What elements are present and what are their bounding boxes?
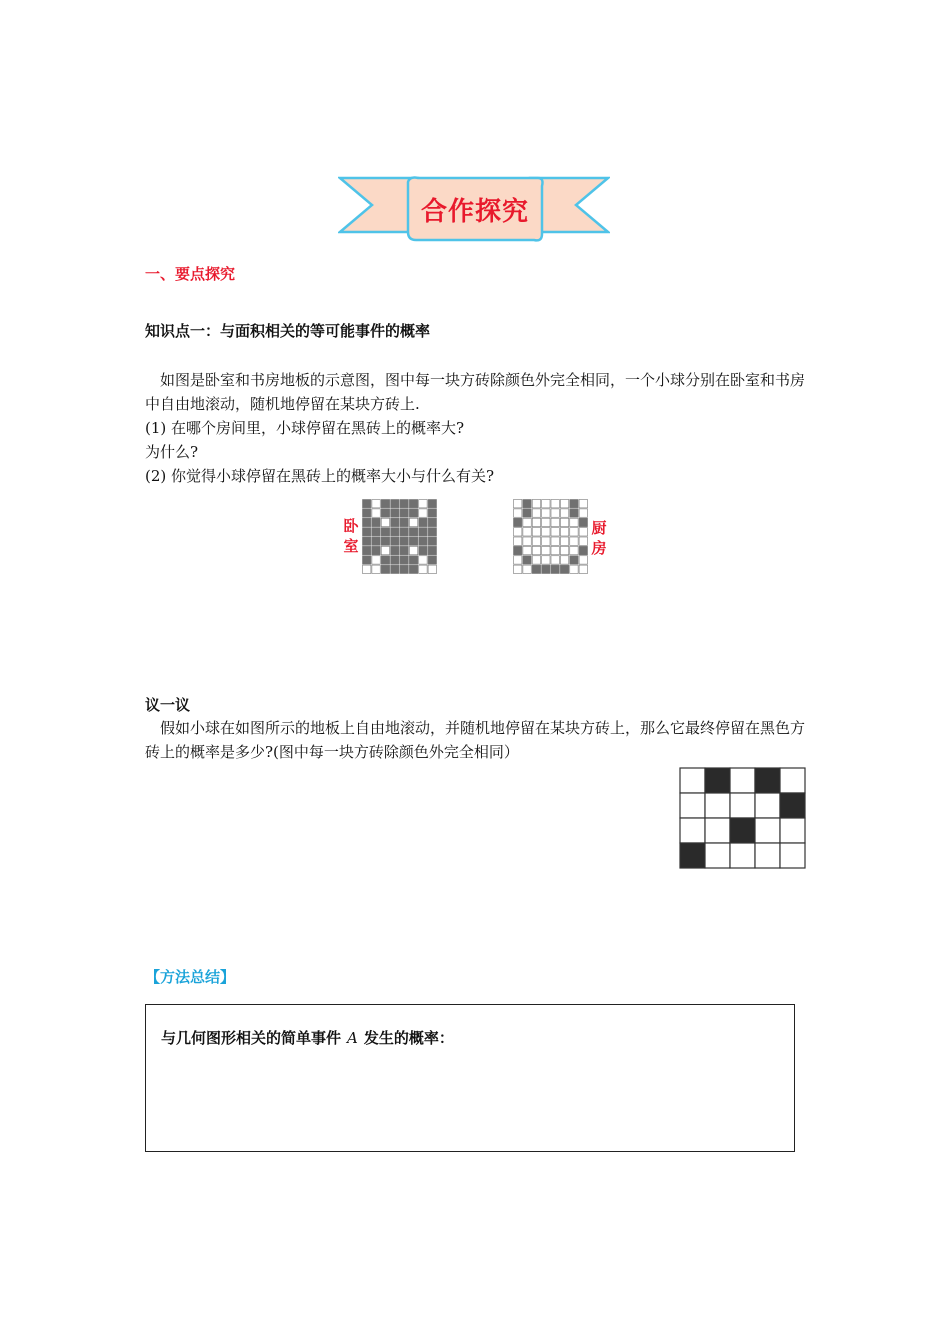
bedroom-tile [419,546,427,554]
study-tile [542,528,550,536]
study-tile [551,546,559,554]
knowledge-point-title: 知识点一：与面积相关的等可能事件的概率 [145,322,431,340]
bedroom-tile [372,565,380,573]
bedroom-tile [409,518,417,526]
section-title: 一、要点探究 [145,265,236,283]
bedroom-tile [400,565,408,573]
bedroom-tile [363,556,371,564]
study-tile [579,509,587,517]
problem-intro: 如图是卧室和书房地板的示意图，图中每一块方砖除颜色外完全相同，一个小球分别在卧室和书房中自由地滚动，随机地停留在某块方砖上. [145,371,806,413]
method-summary-title: 【方法总结】 [145,968,236,986]
study-tile [532,518,540,526]
study-tile [514,565,522,573]
study-tile [551,556,559,564]
study-tile [560,518,568,526]
bedroom-tile [372,509,380,517]
study-tile [551,500,559,508]
study-tile [570,500,578,508]
study-tile [514,509,522,517]
white-tile [755,843,780,868]
bedroom-tile [363,537,371,545]
study-tile [514,500,522,508]
bedroom-tile [372,546,380,554]
study-tile [551,565,559,573]
study-tile [570,528,578,536]
bedroom-label: 卧室 [343,517,359,555]
study-tile [560,556,568,564]
white-tile [730,843,755,868]
banner-title: 合作探究 [420,196,529,227]
summary-prefix: 与几何图形相关的简单事件 [161,1029,342,1047]
white-tile [730,768,755,793]
bedroom-tile [372,556,380,564]
banner-left-tail [340,178,418,232]
bedroom-tile [419,528,427,536]
study-tile [523,509,531,517]
bedroom-tile [372,518,380,526]
study-tile [532,500,540,508]
study-tile [542,565,550,573]
study-tile [523,546,531,554]
discuss-text: 假如小球在如图所示的地板上自由地滚动，并随机地停留在某块方砖上，那么它最终停留在黑色方砖上的概率是多少?(图中每一块方砖除颜色外完全相同） [145,719,806,761]
bedroom-tile [428,565,436,573]
white-tile [780,818,805,843]
study-tile [579,518,587,526]
white-tile [680,768,705,793]
floor-tile-grid [679,767,807,870]
white-tile [705,843,730,868]
black-tile [730,818,755,843]
bedroom-tile [428,528,436,536]
bedroom-tile [391,500,399,508]
bedroom-tile [381,500,389,508]
study-tile [523,537,531,545]
bedroom-tile [400,518,408,526]
bedroom-tile [372,528,380,536]
question-2: (2) 你觉得小球停留在黑砖上的概率大小与什么有关? [145,467,495,485]
study-tile [570,509,578,517]
bedroom-tile [428,500,436,508]
study-tile [570,556,578,564]
bedroom-tile [363,509,371,517]
bedroom-tile [428,556,436,564]
study-tile [551,528,559,536]
bedroom-tile [381,565,389,573]
bedroom-tile [381,537,389,545]
black-tile [705,768,730,793]
bedroom-tile [419,518,427,526]
white-tile [780,843,805,868]
summary-suffix: 发生的概率： [363,1029,454,1047]
bedroom-tile [391,556,399,564]
bedroom-tile [381,556,389,564]
study-tile [560,537,568,545]
study-tile [579,500,587,508]
summary-text [161,1027,454,1048]
study-tile [560,565,568,573]
study-tile [532,556,540,564]
bedroom-tile [419,556,427,564]
bedroom-tile [400,500,408,508]
study-tile [542,500,550,508]
study-tile [570,546,578,554]
study-tile [523,518,531,526]
bedroom-tile [381,518,389,526]
bedroom-tile [363,565,371,573]
study-tile [514,518,522,526]
white-tile [755,793,780,818]
study-tile [551,518,559,526]
discuss-title: 议一议 [145,696,191,714]
question-1-why: 为什么? [145,443,199,461]
bedroom-tile [400,537,408,545]
white-tile [705,818,730,843]
bedroom-tile [363,546,371,554]
bedroom-tile [409,509,417,517]
bedroom-tile [400,528,408,536]
bedroom-tile [381,546,389,554]
bedroom-tile [372,537,380,545]
study-floor-grid [513,499,588,574]
bedroom-tile [419,509,427,517]
bedroom-tile [409,537,417,545]
black-tile [780,793,805,818]
white-tile [755,818,780,843]
study-tile [532,546,540,554]
study-tile [532,509,540,517]
bedroom-tile [428,537,436,545]
bedroom-tile [363,500,371,508]
study-tile [542,556,550,564]
black-tile [755,768,780,793]
study-tile [532,528,540,536]
bedroom-tile [381,509,389,517]
bedroom-tile [400,546,408,554]
white-tile [730,793,755,818]
bedroom-tile [428,509,436,517]
study-tile [514,556,522,564]
study-tile [579,537,587,545]
bedroom-tile [409,500,417,508]
bedroom-tile [372,500,380,508]
bedroom-tile [400,509,408,517]
bedroom-tile [409,528,417,536]
study-tile [560,546,568,554]
bedroom-tile [391,518,399,526]
bedroom-tile [381,528,389,536]
bedroom-tile [391,528,399,536]
question-1: (1) 在哪个房间里，小球停留在黑砖上的概率大? [145,419,465,437]
bedroom-tile [391,537,399,545]
bedroom-tile [400,556,408,564]
study-tile [542,518,550,526]
bedroom-tile [409,546,417,554]
study-tile [514,546,522,554]
study-tile [514,537,522,545]
bedroom-tile [428,518,436,526]
study-tile [579,528,587,536]
bedroom-tile [428,546,436,554]
study-tile [542,509,550,517]
study-tile [560,528,568,536]
study-tile [542,546,550,554]
study-tile [551,509,559,517]
bedroom-floor-grid [362,499,437,574]
study-label: 厨房 [591,519,607,557]
study-tile [579,546,587,554]
study-tile [560,500,568,508]
study-tile [532,537,540,545]
bedroom-tile [391,565,399,573]
black-tile [680,843,705,868]
study-tile [579,565,587,573]
study-tile [514,528,522,536]
bedroom-tile [391,546,399,554]
summary-variable: A [347,1029,358,1047]
study-tile [570,518,578,526]
bedroom-tile [409,556,417,564]
white-tile [680,818,705,843]
bedroom-tile [363,518,371,526]
study-tile [542,537,550,545]
study-tile [523,500,531,508]
study-tile [551,537,559,545]
study-tile [560,509,568,517]
white-tile [780,768,805,793]
bedroom-tile [409,565,417,573]
bedroom-tile [419,565,427,573]
study-tile [532,565,540,573]
white-tile [680,793,705,818]
study-tile [570,565,578,573]
bedroom-tile [419,500,427,508]
white-tile [705,793,730,818]
bedroom-tile [419,537,427,545]
study-tile [523,556,531,564]
study-tile [523,528,531,536]
bedroom-tile [363,528,371,536]
study-tile [523,565,531,573]
bedroom-tile [391,509,399,517]
study-tile [579,556,587,564]
study-tile [570,537,578,545]
